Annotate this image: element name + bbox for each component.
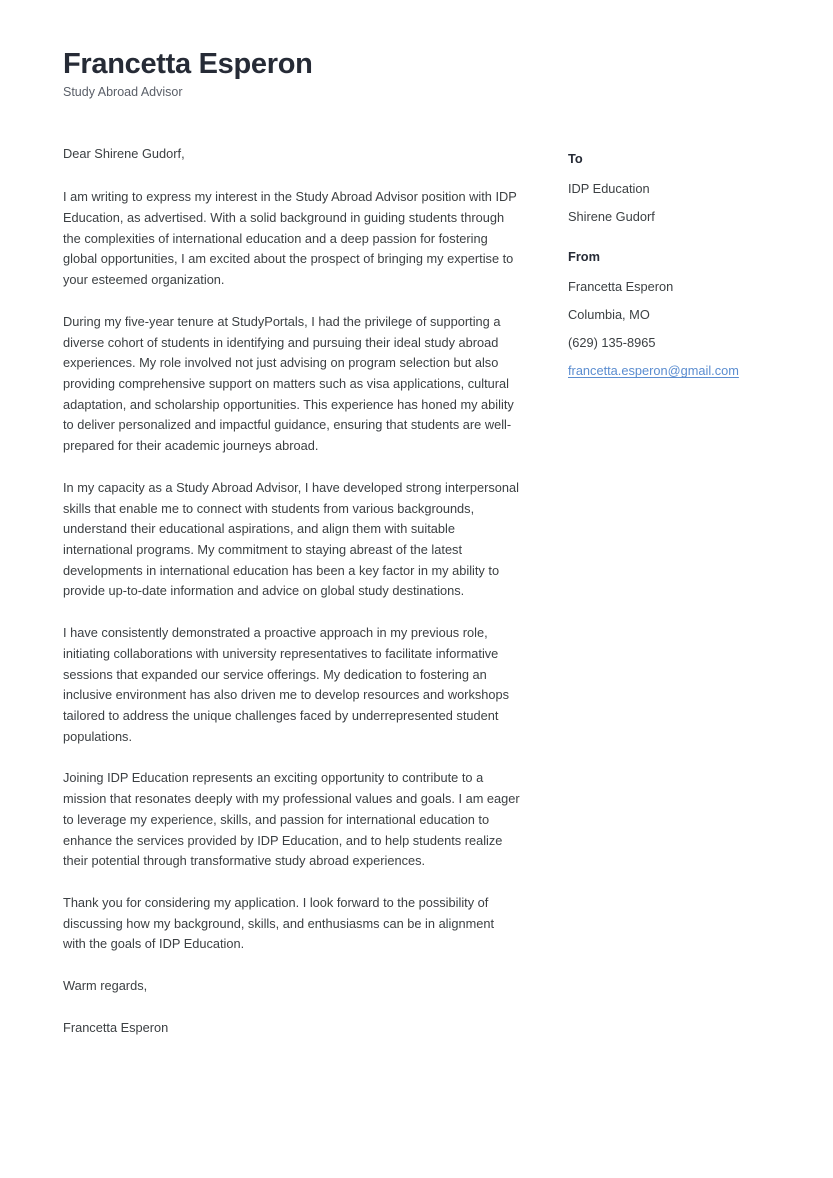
- letter-paragraph: In my capacity as a Study Abroad Advisor, I have developed strong interpersonal skills that enable me to connect with students from various backgrounds, understand their educational aspirations, and align them with suitable international programs. My commitment to staying abreast of the latest developments in international education has been a key factor in my ability to provide up-to-date information and advice on global study destinations.: [63, 479, 519, 599]
- letter-paragraph: I am writing to express my interest in the Study Abroad Advisor position with IDP Education, as advertised. With a solid background in guiding students through the complexities of international education and a deep passion for fostering global opportunities, I am excited about the prospect of bringing my expertise to your esteemed organization.: [63, 189, 517, 288]
- letter-body: [63, 144, 520, 1038]
- sender-email-row: [568, 362, 770, 379]
- sender-location: Columbia, MO: [568, 306, 650, 322]
- recipient-block: [568, 151, 770, 225]
- recipient-company: IDP Education: [568, 180, 650, 196]
- from-heading: From: [568, 249, 600, 265]
- candidate-job-title: Study Abroad Advisor: [63, 85, 183, 100]
- sender-phone: (629) 135-8965: [568, 335, 656, 351]
- to-heading: To: [568, 151, 583, 167]
- letter-paragraph: Joining IDP Education represents an exciting opportunity to contribute to a mission that resonates deeply with my professional values and goals. I am eager to leverage my experience, skills, and passion for international education to enhance the services provided by IDP Education, and to help students realize their potential through transformative study abroad experiences.: [63, 770, 520, 869]
- sender-email-link[interactable]: francetta.esperon@gmail.com: [568, 363, 739, 379]
- signature-name: Francetta Esperon: [63, 1019, 169, 1035]
- sender-name: Francetta Esperon: [568, 278, 674, 294]
- closing-phrase: Warm regards,: [63, 978, 148, 994]
- letter-paragraph: I have consistently demonstrated a proactive approach in my previous role, initiating collaborations with university representatives to facilitate informative sessions that expanded our service offerings. My dedication to fostering an inclusive environment has also driven me to develop resources and workshops tailored to address the unique challenges faced by underrepresented student populations.: [63, 625, 509, 744]
- contact-sidebar: [568, 144, 770, 379]
- salutation: Dear Shirene Gudorf,: [63, 146, 185, 162]
- letter-paragraph: Thank you for considering my application. I look forward to the possibility of discussing how my background, skills, and enthusiasms can be in alignment with the goals of IDP Education.: [63, 895, 495, 952]
- sender-block: [568, 249, 770, 379]
- recipient-name: Shirene Gudorf: [568, 209, 655, 225]
- letter-paragraph: During my five-year tenure at StudyPortals, I had the privilege of supporting a diverse cohort of students in identifying and pursuing their ideal study abroad experiences. My role involved not just advising on program selection but also providing comprehensive support on matters such as visa applications, cultural adaptation, and scholarship opportunities. This experience has honed my ability to deliver personalized and impactful guidance, ensuring that students are well-prepared for their academic journeys abroad.: [63, 313, 514, 454]
- candidate-name: Francetta Esperon: [63, 48, 313, 80]
- letterhead: [63, 48, 770, 100]
- content-columns: [63, 144, 770, 1038]
